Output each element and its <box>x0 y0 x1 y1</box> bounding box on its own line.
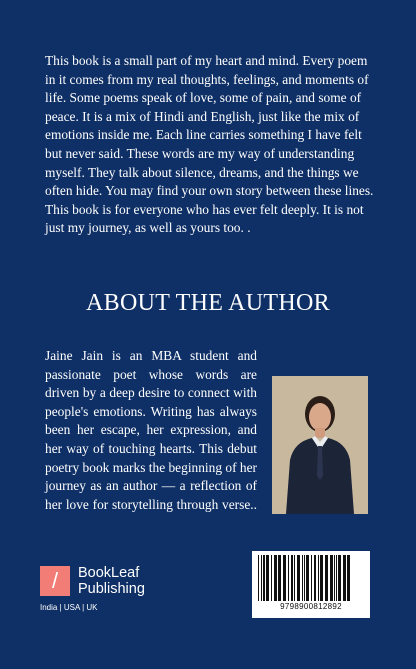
barcode-bar <box>338 555 341 601</box>
barcode-bar <box>347 555 350 601</box>
barcode-bar <box>291 555 293 601</box>
barcode-bar <box>320 555 323 601</box>
isbn-barcode <box>252 551 370 618</box>
barcode-bar <box>325 555 328 601</box>
author-portrait-image <box>272 376 368 514</box>
author-bio: Jaine Jain is an MBA student and passionate poet whose words are driven by a deep desire to connect with people's emotions. Writing has always been her escape, her expression, and her way of touching hearts. This debut poetry book marks the beginning of her journey as an author — a reflection of her love for storytelling through verse.. <box>45 348 257 512</box>
about-author-heading: ABOUT THE AUTHOR <box>86 290 330 316</box>
barcode-bar <box>278 555 281 601</box>
barcode-bar <box>274 555 277 601</box>
barcode-bar <box>288 555 289 601</box>
barcode-bar <box>330 555 333 601</box>
barcode-bar <box>283 555 286 601</box>
barcode-bar <box>271 555 272 601</box>
author-photo <box>272 376 368 514</box>
barcode-icon <box>256 555 366 601</box>
barcode-bar <box>294 555 295 601</box>
barcode-bar <box>266 555 269 601</box>
barcode-bar <box>261 555 262 601</box>
publisher-name-line1: BookLeaf <box>78 565 140 581</box>
barcode-bar <box>297 555 300 601</box>
publisher-name-line2: Publishing <box>78 580 145 597</box>
publisher-mark-icon: / <box>40 566 70 596</box>
publisher-logo <box>40 566 180 616</box>
publisher-regions: India | USA | UK <box>40 603 98 612</box>
barcode-bar <box>318 555 319 601</box>
barcode-bar <box>263 555 265 601</box>
barcode-bar <box>334 555 335 601</box>
publisher-name <box>78 566 145 597</box>
book-blurb: This book is a small part of my heart and mind. Every poem in it comes from my real thoughts, feelings, and moments of life. Some poems speak of love, some of pain, and some of peace. It is a mix of Hindi and English, just like the mix of emotions inside me. Each line carries something I have felt but never said. These words are my way of understanding myself. They talk about silence, dreams, and the things we often hide. You may find your own story between these lines. This book is for everyone who has ever felt deeply. It is not just my journey, as well as yours too. . <box>45 53 374 236</box>
barcode-bar <box>306 555 309 601</box>
barcode-bar <box>258 555 259 601</box>
barcode-bar <box>336 555 337 601</box>
isbn-number: 9798900812892 <box>280 602 342 611</box>
barcode-bar <box>302 555 303 601</box>
barcode-bar <box>304 555 305 601</box>
barcode-bar <box>311 555 312 601</box>
barcode-bar <box>314 555 316 601</box>
barcode-bar <box>343 555 346 601</box>
